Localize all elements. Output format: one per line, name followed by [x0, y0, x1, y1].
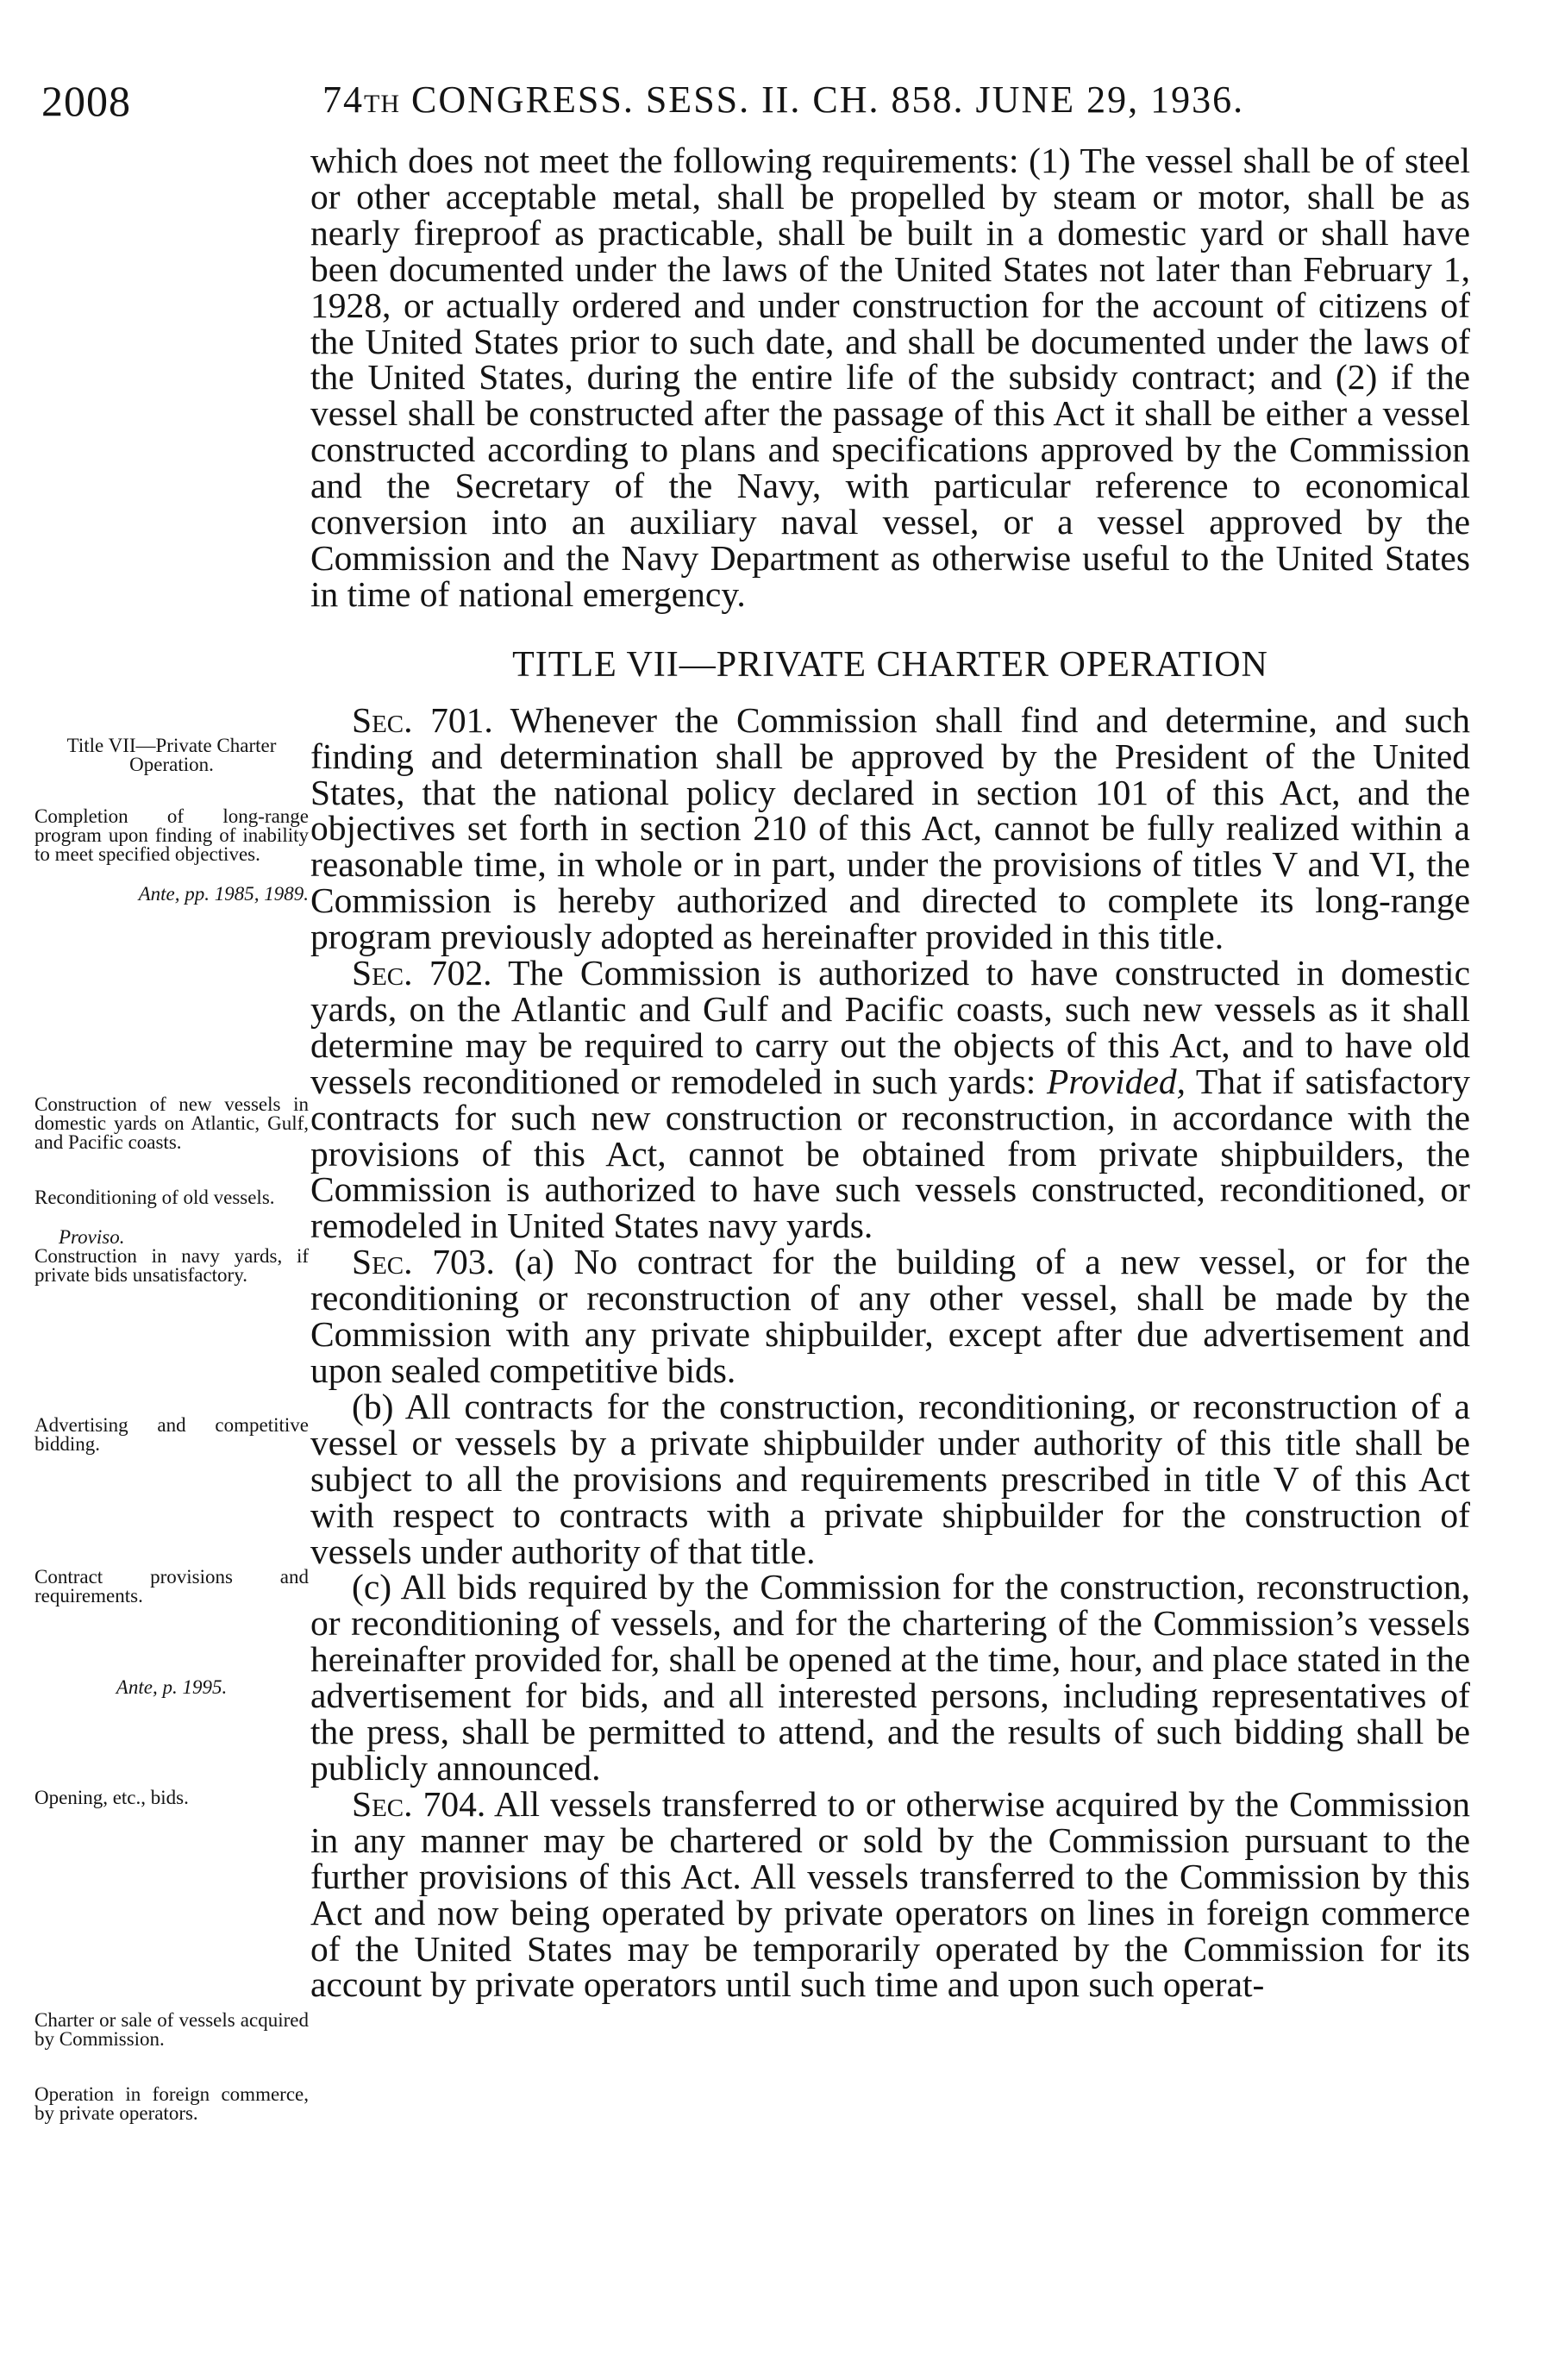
margin-note-reconditioning: Reconditioning of old vessels. [34, 1187, 275, 1208]
ante-text: Ante, p. 1995. [116, 1676, 228, 1698]
section-704 [310, 1783, 1470, 2005]
margin-note-contract-provisions: Contract provisions and requirements. [34, 1566, 309, 1606]
section-701 [310, 699, 1470, 957]
ante-text: Ante, pp. 1985, 1989. [138, 883, 309, 905]
margin-note-completion: Completion of long-range program upon finding of inability to meet specified objectives. [34, 805, 309, 865]
main-text [310, 143, 1470, 2003]
proviso-text: Proviso. [59, 1226, 125, 1248]
margin-note-construction: Construction of new vessels in domestic yards on Atlantic, Gulf, and Pacific coasts. [34, 1093, 309, 1153]
title-heading: TITLE VII—PRIVATE CHARTER OPERATION [512, 644, 1268, 685]
section-label: Sec. 704. [352, 1783, 486, 1824]
margin-note-foreign-commerce: Operation in foreign commerce, by private operators. [34, 2083, 309, 2124]
margin-note-charter-sale: Charter or sale of vessels acquired by Commission. [34, 2009, 309, 2050]
margin-note-ante-2 [34, 1678, 309, 1697]
section-label: Sec. 701. [352, 699, 493, 740]
carryover-paragraph: which does not meet the following requirements: (1) The vessel shall be of steel or other acceptable metal, shall be propelled by steam or motor, shall be as nearly fireproof as practicable, shall be built in a domestic yard or shall have been documented under the laws of the United States not later than February 1, 1928, or actually ordered and under construction for the account of citizens of the United States prior to such date, and shall be documented under the laws of the United States, during the entire life of the subsidy contract; and (2) if the vessel shall be constructed after the passage of this Act it shall be either a vessel constructed according to plans and specifications approved by the Commission and the Secretary of the Navy, with particular reference to economical conversion into an auxiliary naval vessel, or a vessel approved by the Commission and the Navy Department as otherwise useful to the United States in time of national emergency. [310, 141, 1470, 614]
section-text: The Commission is authorized to have constructed in domestic yards, on the Atlantic and Gulf and Pacific coasts, such new vessels as it shall determine may be required to carry out the objects of this Act, and to have old vessels reconditioned or remodeled in such yards: [310, 953, 1470, 1101]
section-703a [310, 1244, 1470, 1389]
section-text: Whenever the Commission shall find and determine, and such finding and determination shall be approved by the President of the United States, that the national policy declared in section 101 of this Act, and the objectives set forth in section 210 of this Act, cannot be fully realized within a reasonable time, in whole or in part, under the provisions of titles V and VI, the Commission is hereby authorized and directed to complete its long-range program previously adopted as hereinafter provided in this title. [310, 699, 1470, 957]
congress-suffix: TH [364, 90, 400, 118]
margin-note-ante-1 [34, 885, 309, 904]
section-703c: (c) All bids required by the Commission for the construction, reconstruction, or reconditioning of vessels, and for the chartering of the Commission’s vessels hereinafter provided for, shall be opened at the time, hour, and place stated in the advertisement for bids, and all interested persons, including representatives of the press, shall be permitted to attend, and the results of such bidding shall be publicly announced. [310, 1567, 1470, 1788]
provided-word: Provided, [1047, 1061, 1186, 1101]
margin-note-proviso [34, 1228, 309, 1247]
section-702 [310, 955, 1470, 1244]
congress-number: 74 [322, 78, 364, 121]
margin-note-title-vii: Title VII—Private Charter Operation. [66, 735, 277, 775]
section-label: Sec. 703. [352, 1242, 495, 1282]
section-text: All vessels transferred to or otherwise acquired by the Commission in any manner may be chartered or sold by the Commission pursuant to the further provisions of this Act. All vessels transferred to the Commission by this Act and now being operated by private operators on lines in foreign commerce of the United States may be temporarily operated by the Commission for its account by private operators until such time and upon such operat- [310, 1783, 1470, 2005]
section-text: That if satisfactory contracts for such new construction or reconstruction, in accordance with the provisions of this Act, cannot be obtained from private shipbuilders, the Commission is authorized to have such vessels constructed, reconditioned, or remodeled in United States navy yards. [310, 1061, 1470, 1246]
section-text: (a) No contract for the building of a new vessel, or for the reconditioning or reconstruction of any other vessel, shall be made by the Commission with any private shipbuilder, except after due advertisement and upon sealed competitive bids. [310, 1242, 1470, 1390]
citation: CONGRESS. SESS. II. CH. 858. JUNE 29, 1936. [400, 78, 1245, 121]
margin-note-navy-yards: Construction in navy yards, if private bids unsatisfactory. [34, 1245, 309, 1286]
margin-note-advertising: Advertising and competitive bidding. [34, 1414, 309, 1455]
section-703b: (b) All contracts for the construction, reconditioning, or reconstruction of a vessel or vessels by a private shipbuilder under authority of this title shall be subject to all the provisions and requirements prescribed in title V of this Act with respect to contracts with a private shipbuilder for the construction of vessels under authority of that title. [310, 1386, 1470, 1571]
running-head [322, 78, 1244, 122]
section-label: Sec. 702. [352, 953, 492, 993]
page-number: 2008 [41, 77, 131, 125]
margin-note-opening-bids: Opening, etc., bids. [34, 1787, 189, 1808]
